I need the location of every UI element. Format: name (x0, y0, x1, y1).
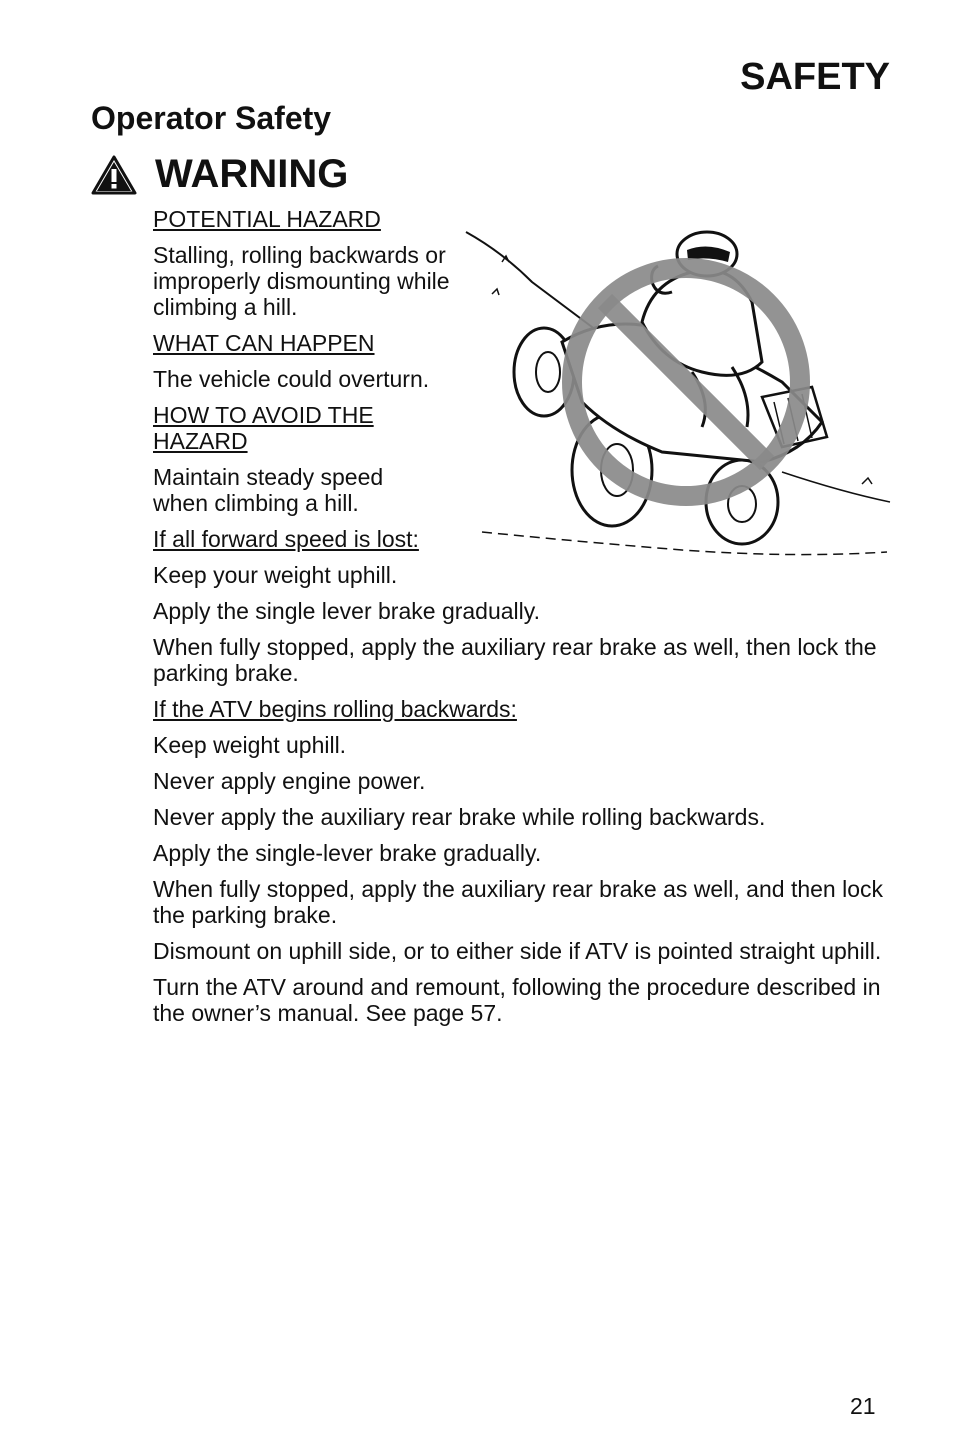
instruction-step: When fully stopped, apply the auxiliary rear brake as well, then lock the parking brake. (153, 634, 877, 686)
section-title: SAFETY (740, 56, 890, 98)
warning-title: WARNING (155, 152, 349, 196)
how-to-avoid-text: Maintain steady speed when climbing a hill. (153, 464, 384, 516)
what-can-happen-heading: WHAT CAN HAPPEN (153, 330, 375, 356)
instruction-step: Turn the ATV around and remount, following the procedure described in the owner’s manual. See page 57. (153, 974, 881, 1026)
instruction-step: Dismount on uphill side, or to either side if ATV is pointed straight uphill. (153, 938, 882, 964)
rolling-backwards-heading: If the ATV begins rolling backwards: (153, 696, 517, 722)
atv-hill-climb-prohibited-illustration (462, 222, 892, 564)
page-number: 21 (850, 1393, 876, 1419)
instruction-step: Never apply the auxiliary rear brake while rolling backwards. (153, 804, 766, 830)
instruction-step: Keep your weight uphill. (153, 562, 398, 588)
potential-hazard-heading: POTENTIAL HAZARD (153, 206, 381, 232)
instruction-step: Apply the single-lever brake gradually. (153, 840, 542, 866)
instruction-step: When fully stopped, apply the auxiliary rear brake as well, and then lock the parking brake. (153, 876, 884, 928)
forward-speed-lost-heading: If all forward speed is lost: (153, 526, 419, 552)
what-can-happen-text: The vehicle could overturn. (153, 366, 430, 392)
instruction-step: Apply the single lever brake gradually. (153, 598, 540, 624)
warning-triangle-icon (91, 155, 137, 195)
subsection-title: Operator Safety (91, 100, 332, 136)
how-to-avoid-heading: HOW TO AVOID THE HAZARD (153, 402, 374, 454)
instruction-step: Keep weight uphill. (153, 732, 347, 758)
potential-hazard-text: Stalling, rolling backwards or improperly dismounting while climbing a hill. (153, 242, 450, 320)
warning-header (91, 152, 348, 197)
instruction-step: Never apply engine power. (153, 768, 426, 794)
